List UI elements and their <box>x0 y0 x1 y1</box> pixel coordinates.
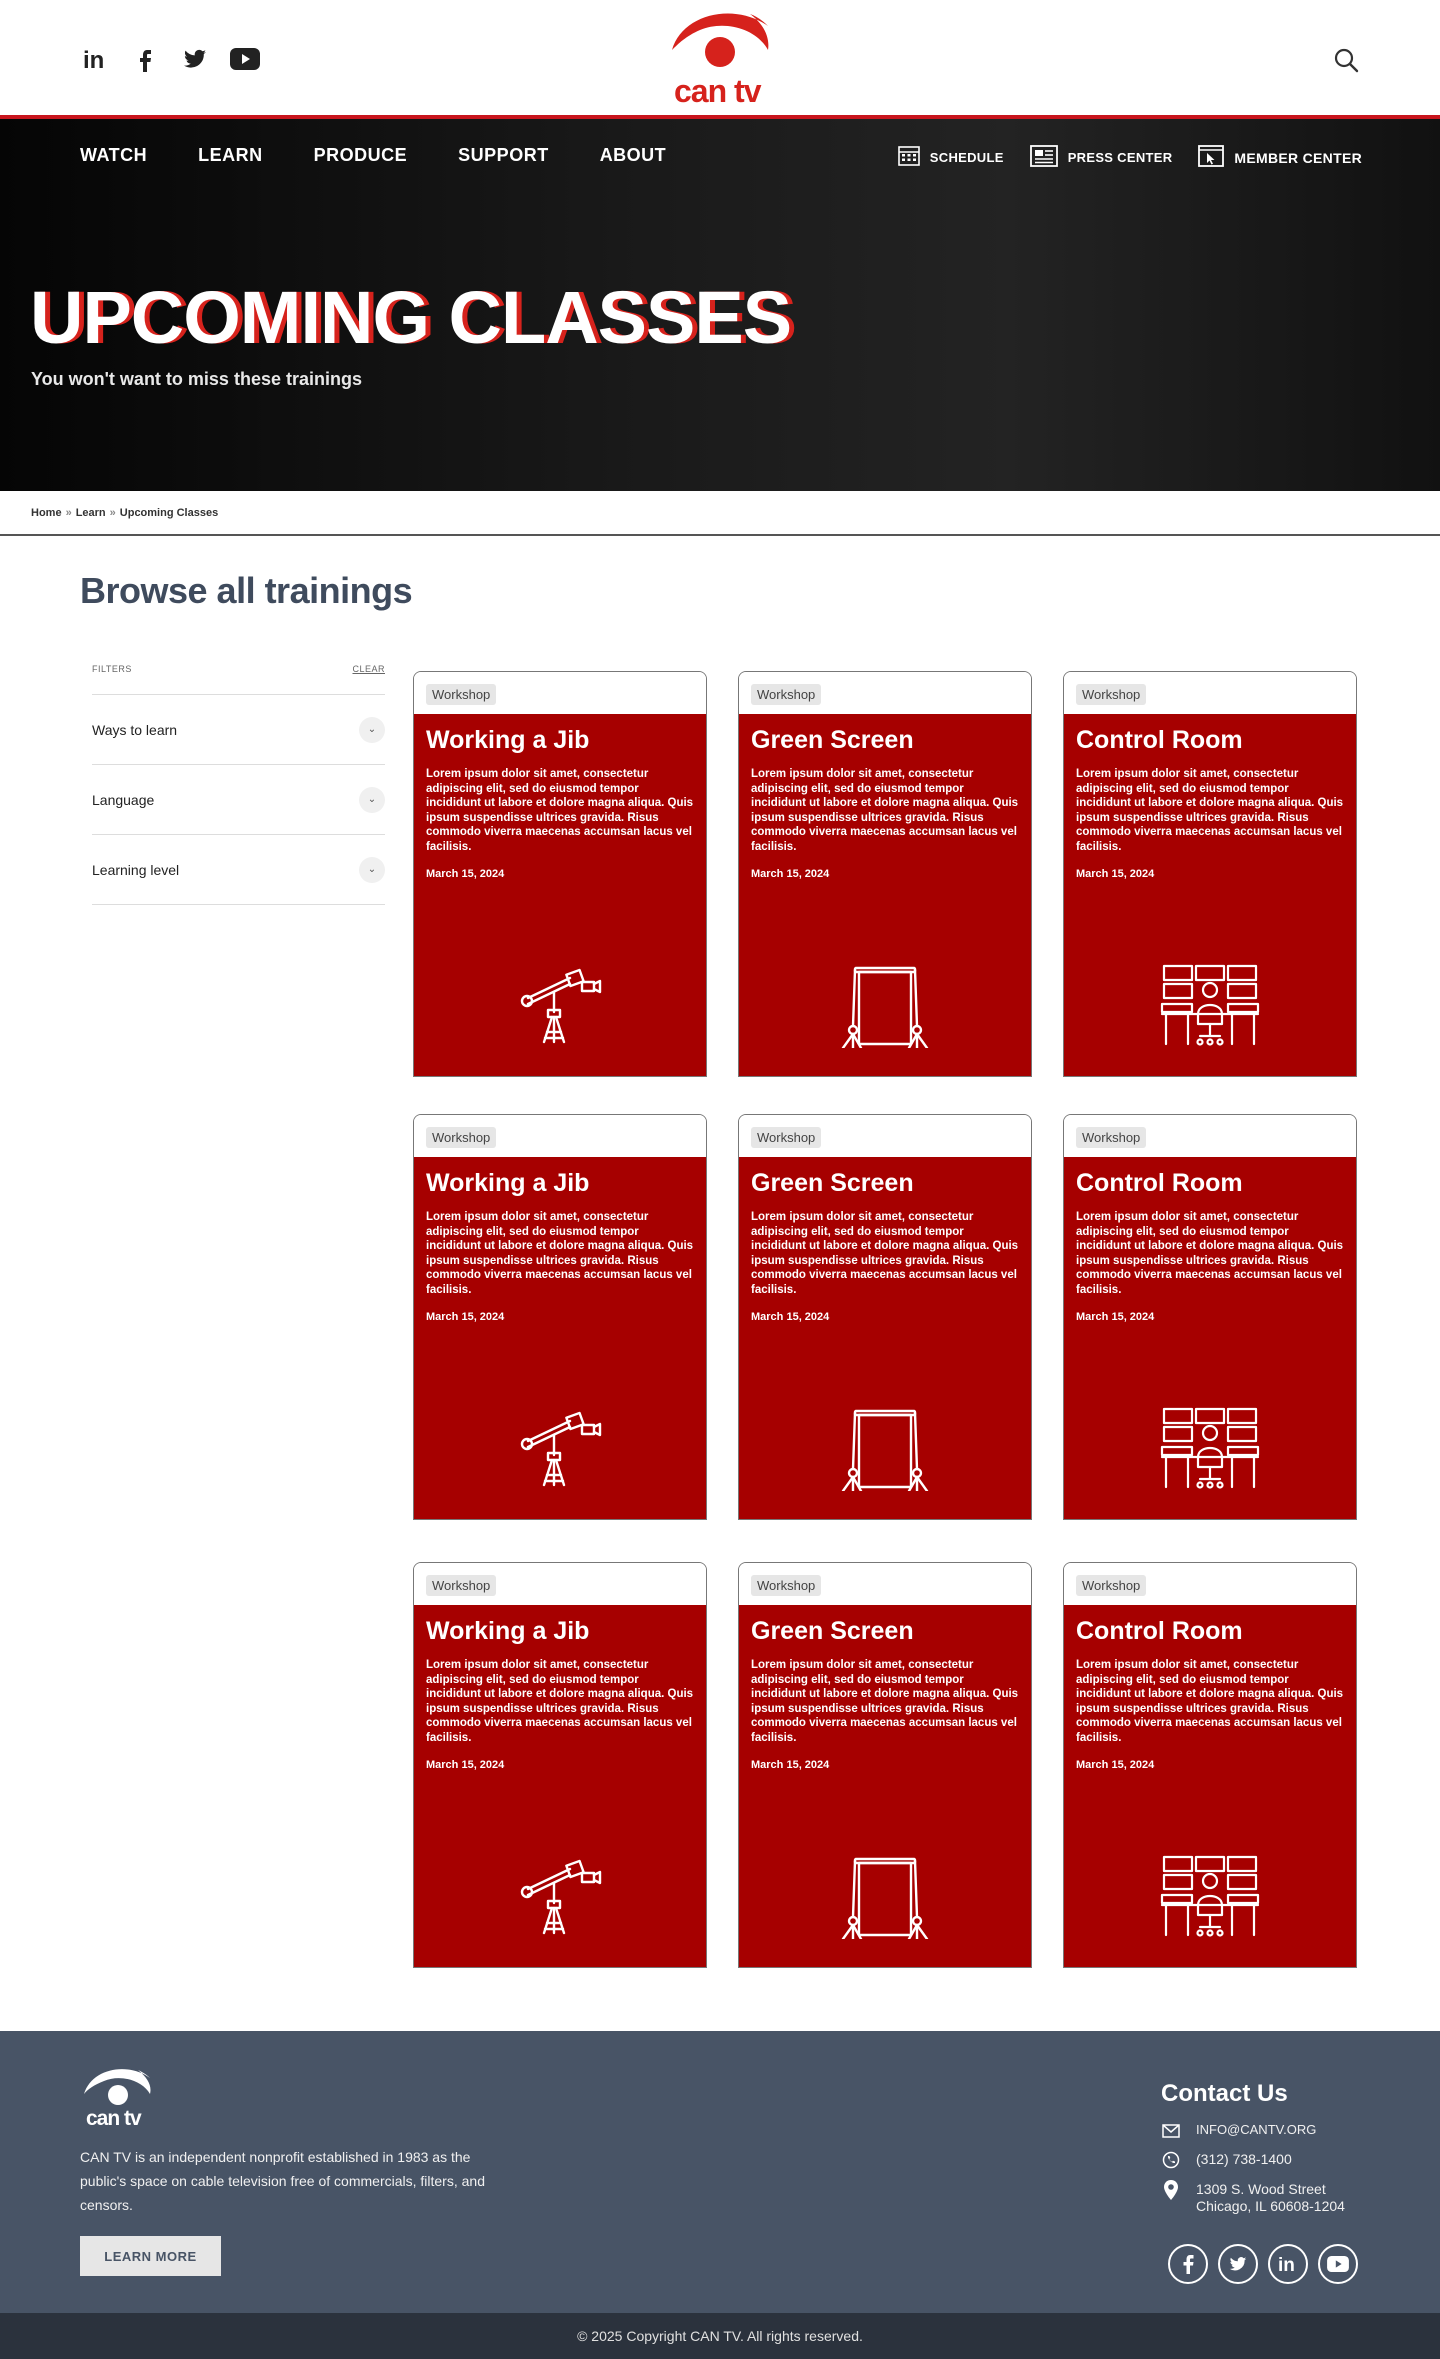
footer <box>0 2031 1440 2313</box>
card-tag: Workshop <box>426 684 496 705</box>
card-body <box>1064 1605 1356 1967</box>
footer-logo[interactable] <box>80 2064 154 2128</box>
contact-phone[interactable] <box>1161 2151 1292 2169</box>
card-title[interactable]: Control Room <box>1076 1617 1243 1645</box>
card-title[interactable]: Working a Jib <box>426 1169 590 1197</box>
card-body <box>739 714 1031 1076</box>
training-card[interactable] <box>1063 671 1357 1077</box>
card-body <box>414 714 706 1076</box>
card-title[interactable]: Working a Jib <box>426 1617 590 1645</box>
calendar-icon <box>898 146 920 169</box>
page-title: UPCOMING CLASSES <box>30 276 792 359</box>
press-center-link[interactable] <box>1030 145 1173 170</box>
training-card[interactable] <box>738 1114 1032 1520</box>
card-tag: Workshop <box>426 1127 496 1148</box>
page-subtitle: You won't want to miss these trainings <box>31 369 362 389</box>
card-header <box>739 1563 1031 1605</box>
nav-learn[interactable]: LEARN <box>198 145 263 165</box>
footer-about: CAN TV is an independent nonprofit established in 1983 as the public's space on cable television free of commercials, filters, and censors. <box>80 2149 485 2213</box>
card-body <box>739 1157 1031 1519</box>
main-nav <box>80 145 666 166</box>
contact-address-text <box>1196 2181 1345 2215</box>
nav-produce[interactable]: PRODUCE <box>313 145 408 165</box>
member-center-label: MEMBER CENTER <box>1234 149 1362 166</box>
section-title: Browse all trainings <box>80 570 413 611</box>
address-line-2: Chicago, IL 60608-1204 <box>1196 2198 1345 2214</box>
svg-text:in: in <box>1278 2255 1295 2274</box>
chevron-down-icon[interactable]: ⌄ <box>359 787 385 813</box>
filters-heading: FILTERS <box>92 664 132 674</box>
address-line-1: 1309 S. Wood Street <box>1196 2181 1326 2197</box>
schedule-link[interactable] <box>898 146 1004 169</box>
card-description: Lorem ipsum dolor sit amet, consectetur adipiscing elit, sed do eiusmod tempor incididunt ut labore et dolore magna aliqua. Quis ipsum suspendisse ultrices gravida. Risus commodo viverra maecenas accumsan lacus vel facilisis. <box>426 768 694 853</box>
contact-title: Contact Us <box>1161 2080 1288 2107</box>
linkedin-icon[interactable] <box>80 44 110 74</box>
breadcrumb-current: Upcoming Classes <box>119 506 219 519</box>
card-title[interactable]: Control Room <box>1076 726 1243 754</box>
search-icon[interactable] <box>1332 46 1360 74</box>
youtube-icon[interactable] <box>1318 2244 1358 2284</box>
card-header <box>739 1115 1031 1157</box>
top-bar <box>0 0 1440 119</box>
jib-camera-icon <box>414 1407 706 1491</box>
card-title[interactable]: Control Room <box>1076 1169 1243 1197</box>
twitter-icon[interactable] <box>1218 2244 1258 2284</box>
card-header <box>1064 1563 1356 1605</box>
training-card[interactable] <box>1063 1114 1357 1520</box>
youtube-icon[interactable] <box>230 44 260 74</box>
card-date: March 15, 2024 <box>1076 1311 1155 1323</box>
copyright-bar <box>0 2313 1440 2359</box>
card-header <box>1064 1115 1356 1157</box>
learn-more-button[interactable]: LEARN MORE <box>80 2236 221 2276</box>
card-description: Lorem ipsum dolor sit amet, consectetur adipiscing elit, sed do eiusmod tempor incididunt ut labore et dolore magna aliqua. Quis ipsum suspendisse ultrices gravida. Risus commodo viverra maecenas accumsan lacus vel facilisis. <box>1076 768 1344 853</box>
schedule-label: SCHEDULE <box>929 150 1004 165</box>
card-title[interactable]: Green Screen <box>751 1169 914 1197</box>
footer-logo-wordmark: can tv <box>86 2107 141 2128</box>
green-screen-icon <box>739 1407 1031 1491</box>
card-body <box>1064 714 1356 1076</box>
filter-label: Ways to learn <box>92 721 178 738</box>
control-room-icon <box>1064 1855 1356 1939</box>
card-tag: Workshop <box>1076 1575 1146 1596</box>
newspaper-icon <box>1030 145 1058 170</box>
control-room-icon <box>1064 1407 1356 1491</box>
card-tag: Workshop <box>1076 684 1146 705</box>
hero-banner <box>0 119 1440 491</box>
card-header <box>414 1563 706 1605</box>
card-date: March 15, 2024 <box>426 868 505 880</box>
green-screen-icon <box>739 1855 1031 1939</box>
card-body <box>1064 1157 1356 1519</box>
contact-email-text: INFO@CANTV.ORG <box>1196 2122 1317 2137</box>
card-date: March 15, 2024 <box>751 1311 830 1323</box>
nav-about[interactable]: ABOUT <box>599 145 667 165</box>
twitter-icon[interactable] <box>180 44 210 74</box>
contact-phone-text: (312) 738-1400 <box>1196 2151 1292 2167</box>
filter-label: Learning level <box>92 861 180 878</box>
card-body <box>739 1605 1031 1967</box>
linkedin-icon[interactable] <box>1268 2244 1308 2284</box>
filter-label: Language <box>92 791 155 808</box>
card-description: Lorem ipsum dolor sit amet, consectetur adipiscing elit, sed do eiusmod tempor incididunt ut labore et dolore magna aliqua. Quis ipsum suspendisse ultrices gravida. Risus commodo viverra maecenas accumsan lacus vel facilisis. <box>426 1659 694 1744</box>
card-description: Lorem ipsum dolor sit amet, consectetur adipiscing elit, sed do eiusmod tempor incididunt ut labore et dolore magna aliqua. Quis ipsum suspendisse ultrices gravida. Risus commodo viverra maecenas accumsan lacus vel facilisis. <box>426 1211 694 1296</box>
utility-nav <box>898 145 1362 170</box>
card-title[interactable]: Green Screen <box>751 1617 914 1645</box>
control-room-icon <box>1064 964 1356 1048</box>
svg-text:in: in <box>83 47 105 72</box>
header-social-links <box>80 44 260 74</box>
card-description: Lorem ipsum dolor sit amet, consectetur adipiscing elit, sed do eiusmod tempor incididunt ut labore et dolore magna aliqua. Quis ipsum suspendisse ultrices gravida. Risus commodo viverra maecenas accumsan lacus vel facilisis. <box>751 768 1019 853</box>
filters-header <box>92 664 385 695</box>
card-tag: Workshop <box>751 1575 821 1596</box>
breadcrumb-home[interactable]: Home <box>31 506 62 519</box>
card-tag: Workshop <box>426 1575 496 1596</box>
card-tag: Workshop <box>751 684 821 705</box>
location-pin-icon <box>1161 2181 1181 2199</box>
nav-watch[interactable]: WATCH <box>80 145 148 165</box>
card-date: March 15, 2024 <box>426 1311 505 1323</box>
card-date: March 15, 2024 <box>1076 1759 1155 1771</box>
press-center-label: PRESS CENTER <box>1067 150 1173 165</box>
jib-camera-icon <box>414 964 706 1048</box>
contact-email[interactable] <box>1161 2122 1316 2140</box>
mail-icon <box>1161 2122 1181 2140</box>
card-body <box>414 1157 706 1519</box>
chevron-down-icon[interactable]: ⌄ <box>359 857 385 883</box>
card-description: Lorem ipsum dolor sit amet, consectetur adipiscing elit, sed do eiusmod tempor incididunt ut labore et dolore magna aliqua. Quis ipsum suspendisse ultrices gravida. Risus commodo viverra maecenas accumsan lacus vel facilisis. <box>751 1659 1019 1744</box>
card-title[interactable]: Working a Jib <box>426 726 590 754</box>
nav-support[interactable]: SUPPORT <box>458 145 549 165</box>
breadcrumb-separator: » <box>65 506 72 519</box>
clear-filters-link[interactable]: CLEAR <box>352 664 385 674</box>
card-header <box>739 672 1031 714</box>
facebook-icon[interactable] <box>1168 2244 1208 2284</box>
filter-ways-to-learn[interactable] <box>92 695 385 765</box>
card-date: March 15, 2024 <box>751 868 830 880</box>
card-tag: Workshop <box>1076 1127 1146 1148</box>
card-header <box>414 1115 706 1157</box>
logo-wordmark: can tv <box>674 73 761 106</box>
chevron-down-icon[interactable]: ⌄ <box>359 717 385 743</box>
training-card[interactable] <box>738 671 1032 1077</box>
copyright-text: © 2025 Copyright CAN TV. All rights reserved. <box>577 2328 863 2344</box>
card-body <box>414 1605 706 1967</box>
card-date: March 15, 2024 <box>426 1759 505 1771</box>
card-title[interactable]: Green Screen <box>751 726 914 754</box>
training-card[interactable] <box>1063 1562 1357 1968</box>
breadcrumb <box>0 491 1440 536</box>
card-description: Lorem ipsum dolor sit amet, consectetur adipiscing elit, sed do eiusmod tempor incididunt ut labore et dolore magna aliqua. Quis ipsum suspendisse ultrices gravida. Risus commodo viverra maecenas accumsan lacus vel facilisis. <box>751 1211 1019 1296</box>
card-header <box>1064 672 1356 714</box>
training-card[interactable] <box>738 1562 1032 1968</box>
training-card[interactable] <box>413 1114 707 1520</box>
phone-icon <box>1161 2151 1181 2169</box>
member-center-link[interactable] <box>1198 145 1362 170</box>
cursor-window-icon <box>1198 145 1224 170</box>
card-date: March 15, 2024 <box>1076 868 1155 880</box>
breadcrumb-learn[interactable]: Learn <box>75 506 106 519</box>
green-screen-icon <box>739 964 1031 1048</box>
filter-language[interactable] <box>92 765 385 835</box>
filters-panel <box>92 664 385 905</box>
card-header <box>414 672 706 714</box>
footer-social-links <box>1168 2244 1358 2284</box>
facebook-icon[interactable] <box>130 44 160 74</box>
training-card[interactable] <box>413 1562 707 1968</box>
contact-address <box>1161 2181 1345 2215</box>
card-date: March 15, 2024 <box>751 1759 830 1771</box>
cantv-logo[interactable] <box>664 6 776 106</box>
card-tag: Workshop <box>751 1127 821 1148</box>
jib-camera-icon <box>414 1855 706 1939</box>
training-card[interactable] <box>413 671 707 1077</box>
card-description: Lorem ipsum dolor sit amet, consectetur adipiscing elit, sed do eiusmod tempor incididunt ut labore et dolore magna aliqua. Quis ipsum suspendisse ultrices gravida. Risus commodo viverra maecenas accumsan lacus vel facilisis. <box>1076 1659 1344 1744</box>
filter-learning-level[interactable] <box>92 835 385 905</box>
card-description: Lorem ipsum dolor sit amet, consectetur adipiscing elit, sed do eiusmod tempor incididunt ut labore et dolore magna aliqua. Quis ipsum suspendisse ultrices gravida. Risus commodo viverra maecenas accumsan lacus vel facilisis. <box>1076 1211 1344 1296</box>
breadcrumb-separator: » <box>109 506 116 519</box>
